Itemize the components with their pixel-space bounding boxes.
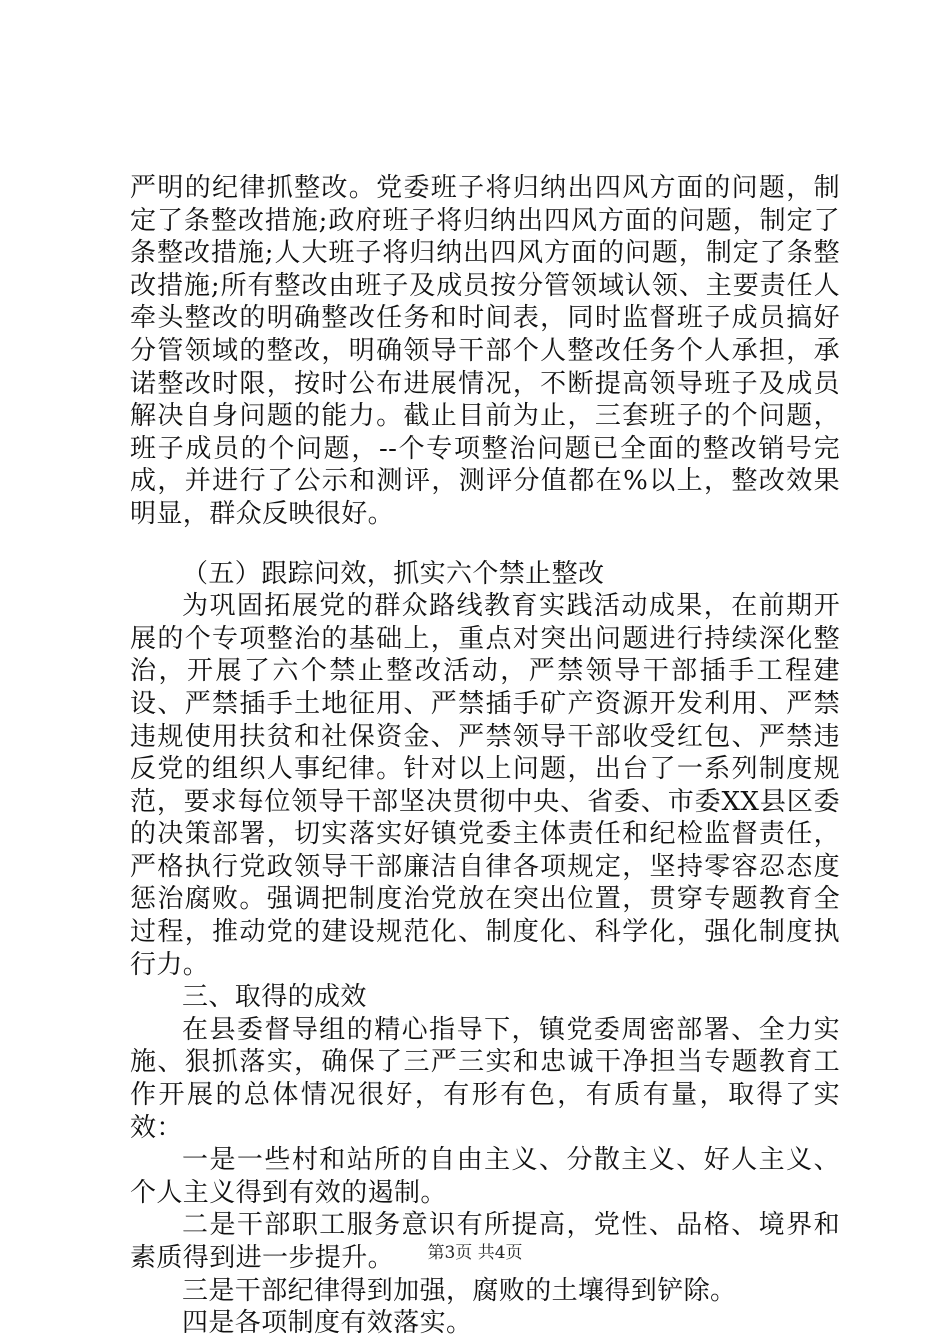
paragraph-achievements-intro: 在县委督导组的精心指导下，镇党委周密部署、全力实施、狠抓落实，确保了三严三实和忠诚干净担当专题教育工作开展的总体情况很好，有形有色，有质有量，取得了实效： xyxy=(130,1014,840,1143)
paragraph-achievement-one: 一是一些村和站所的自由主义、分散主义、好人主义、个人主义得到有效的遏制。 xyxy=(130,1145,840,1208)
document-body xyxy=(130,172,840,1340)
section-heading-five: （五）跟踪问效，抓实六个禁止整改 xyxy=(182,558,605,589)
paragraph-six-prohibitions: 为巩固拓展党的群众路线教育实践活动成果，在前期开展的个专项整治的基础上，重点对突出问题进行持续深化整治，开展了六个禁止整改活动，严禁领导干部插手工程建设、严禁插手土地征用、严禁插手矿产资源开发利用、严禁违规使用扶贫和社保资金、严禁领导干部收受红包、严禁违反党的组织人事纪律。针对以上问题，出台了一系列制度规范，要求每位领导干部坚决贯彻中央、省委、市委XX县区委的决策部署，切实落实好镇党委主体责任和纪检监督责任，严格执行党政领导干部廉洁自律各项规定，坚持零容忍态度惩治腐败。强调把制度治党放在突出位置，贯穿专题教育全过程，推动党的建设规范化、制度化、科学化，强化制度执行力。 xyxy=(130,591,840,980)
paragraph-achievement-two: 二是干部职工服务意识有所提高，党性、品格、境界和素质得到进一步提升。 xyxy=(130,1210,840,1273)
paragraph-achievement-four: 四是各项制度有效落实。 xyxy=(182,1308,473,1339)
section-heading-achievements: 三、取得的成效 xyxy=(182,982,367,1013)
paragraph-rectification-details: 严明的纪律抓整改。党委班子将归纳出四风方面的问题，制定了条整改措施;政府班子将归纳出四风方面的问题，制定了条整改措施;人大班子将归纳出四风方面的问题，制定了条整改措施;所有整改由班子及成员按分管领域认领、主要责任人牵头整改的明确整改任务和时间表，同时监督班子成员搞好分管领域的整改，明确领导干部个人整改任务个人承担，承诺整改时限，按时公布进展情况，不断提高领导班子及成员解决自身问题的能力。截止目前为止，三套班子的个问题，班子成员的个问题，--个专项整治问题已全面的整改销号完成，并进行了公示和测评，测评分值都在%以上，整改效果明显，群众反映很好。 xyxy=(130,173,840,529)
paragraph-achievement-three: 三是干部纪律得到加强，腐败的土壤得到铲除。 xyxy=(182,1275,737,1306)
page-number-footer: 第3页 共4页 xyxy=(427,1243,523,1263)
